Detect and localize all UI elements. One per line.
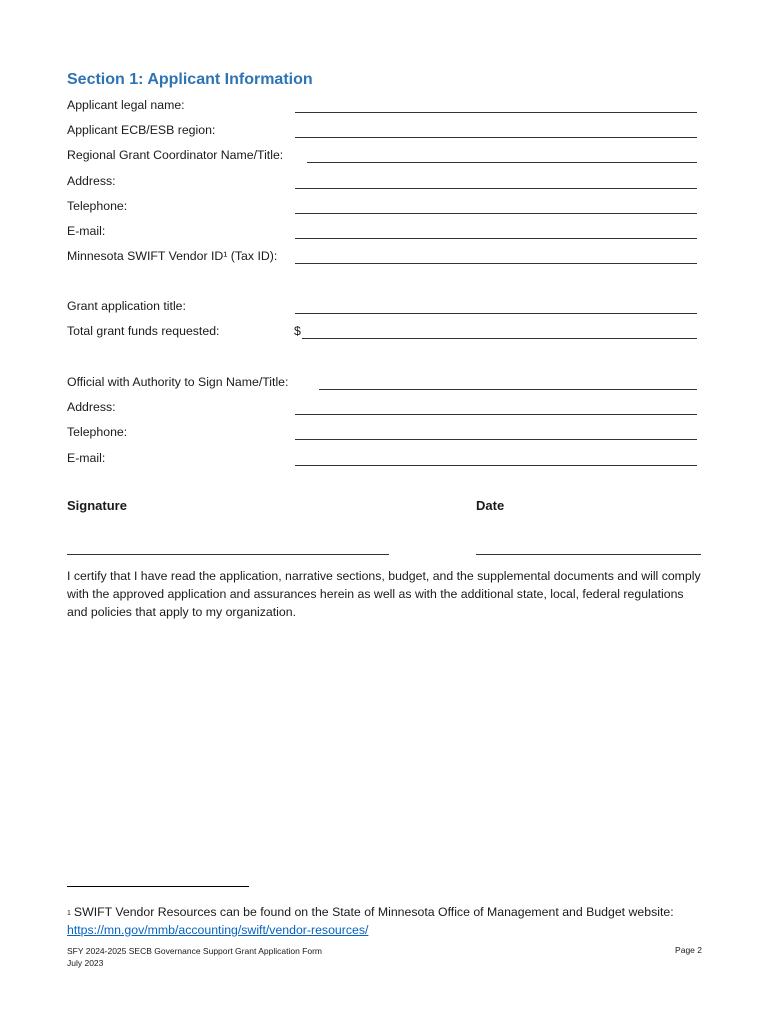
field-label: Grant application title:: [67, 299, 186, 313]
official-address-field[interactable]: [295, 414, 697, 415]
telephone-field[interactable]: [295, 213, 697, 214]
field-label: Address:: [67, 400, 116, 415]
field-row: [67, 451, 697, 476]
footnote-marker: 1: [67, 910, 71, 917]
field-row: [67, 375, 697, 400]
field-label: Minnesota SWIFT Vendor ID¹ (Tax ID):: [67, 249, 278, 264]
field-label: Applicant ECB/ESB region:: [67, 123, 216, 138]
signature-label: Signature: [67, 498, 127, 513]
certification-text: I certify that I have read the application, narrative sections, budget, and the supplemental documents and will comply with the approved application and assurances herein as well as with the additional state, local, federal regulations and policies that apply to my organization.: [67, 569, 701, 619]
field-row: [67, 400, 697, 425]
ecb-esb-region-field[interactable]: [295, 137, 697, 138]
field-row: [67, 98, 697, 123]
email-field[interactable]: [295, 238, 697, 239]
field-label: Official with Authority to Sign Name/Title:: [67, 375, 289, 389]
address-field[interactable]: [295, 188, 697, 189]
grant-fields: [67, 299, 697, 349]
dollar-prefix: $: [294, 324, 301, 339]
applicant-legal-name-field[interactable]: [295, 112, 697, 113]
grant-funds-field[interactable]: [302, 338, 697, 339]
field-label: E-mail:: [67, 450, 106, 465]
footer-left: [67, 945, 322, 969]
field-label: E-mail:: [67, 223, 106, 238]
footnote-divider: [67, 886, 249, 887]
official-fields: [67, 375, 697, 476]
field-label: Telephone:: [67, 198, 128, 213]
field-row: [67, 199, 697, 224]
field-row: [67, 299, 697, 324]
field-row: [67, 324, 697, 349]
page-number: Page 2: [675, 945, 702, 955]
field-row: [67, 123, 697, 148]
form-date: July 2023: [67, 958, 104, 968]
date-field[interactable]: [476, 554, 701, 555]
footnote: [67, 903, 717, 939]
form-name: SFY 2024-2025 SECB Governance Support Grant Application Form: [67, 946, 322, 956]
signature-field[interactable]: [67, 554, 389, 555]
field-label: Telephone:: [67, 425, 128, 440]
field-label: Total grant funds requested:: [67, 324, 220, 339]
official-name-field[interactable]: [319, 389, 697, 390]
section-title: Section 1: Applicant Information: [67, 71, 313, 88]
footnote-text: SWIFT Vendor Resources can be found on the State of Minnesota Office of Management and Budget website:: [73, 905, 674, 919]
field-row: [67, 249, 697, 274]
field-label: Address:: [67, 173, 116, 188]
field-row: [67, 224, 697, 249]
field-row: [67, 425, 697, 450]
field-label: Regional Grant Coordinator Name/Title:: [67, 148, 284, 163]
official-telephone-field[interactable]: [295, 439, 697, 440]
date-label: Date: [476, 498, 505, 513]
vendor-id-field[interactable]: [295, 263, 697, 264]
field-row: [67, 148, 697, 173]
field-label: Applicant legal name:: [67, 98, 185, 112]
field-row: [67, 174, 697, 199]
grant-title-field[interactable]: [295, 313, 697, 314]
coordinator-name-field[interactable]: [307, 162, 697, 163]
applicant-fields: [67, 98, 697, 274]
vendor-resources-link[interactable]: https://mn.gov/mmb/accounting/swift/vendor-resources/: [67, 923, 369, 937]
official-email-field[interactable]: [295, 465, 697, 466]
